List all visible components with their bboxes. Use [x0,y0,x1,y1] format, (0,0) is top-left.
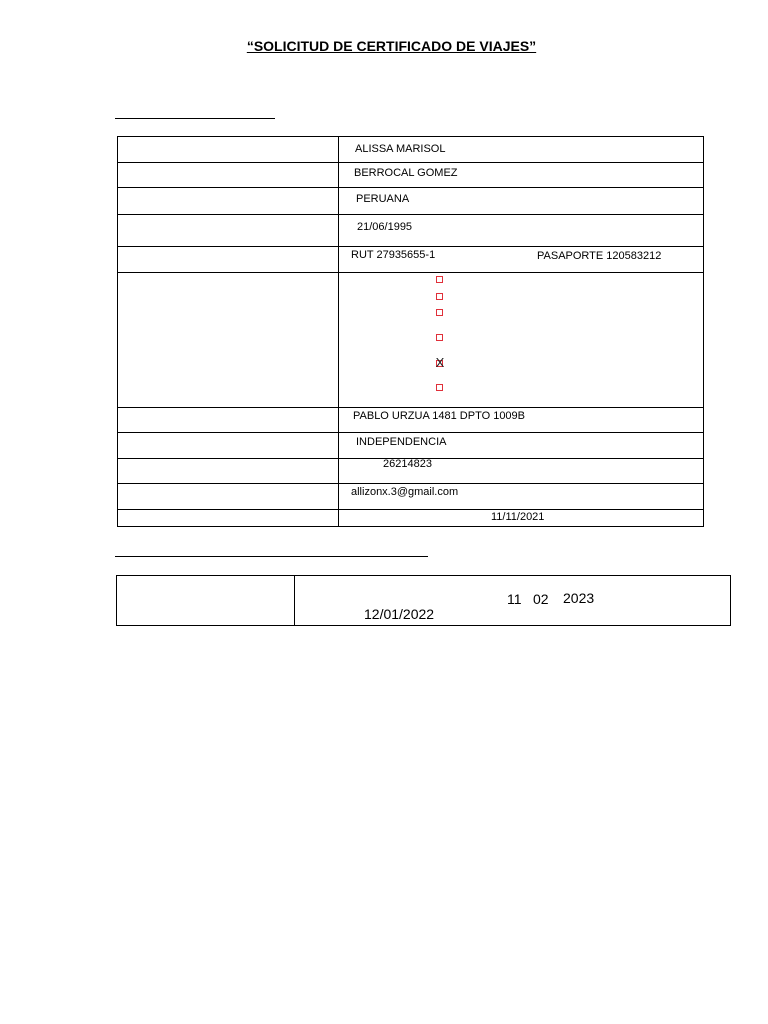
option-checkbox[interactable] [436,293,443,300]
table-border-left [117,136,118,526]
x-mark-icon: X [435,355,445,370]
table-row-line [116,575,731,576]
table-border-right [703,136,704,526]
section-rule [115,556,428,557]
table-row-line [117,162,704,163]
travel-year-value: 2023 [563,590,595,606]
travel-date-value: 12/01/2022 [364,606,435,622]
passport-value: PASAPORTE 120583212 [537,250,662,262]
date-value: 11/11/2021 [491,511,545,523]
table-row-line [117,526,704,527]
last-names-value: BERROCAL GOMEZ [354,167,458,179]
option-checkbox[interactable] [436,276,443,283]
table-row-line [117,432,704,433]
email-value: allizonx.3@gmail.com [351,486,459,498]
travel-month-value: 02 [533,591,549,607]
travel-day-value: 11 [507,591,522,607]
table-border-right [730,575,731,626]
first-names-value: ALISSA MARISOL [355,143,446,155]
nationality-value: PERUANA [356,193,410,205]
table-row-line [116,625,731,626]
option-checkbox[interactable] [436,309,443,316]
address-value: PABLO URZUA 1481 DPTO 1009B [353,410,526,422]
table-row-line [117,509,704,510]
option-checkbox[interactable] [436,334,443,341]
table-border-left [116,575,117,626]
section-rule [115,118,275,119]
table-row-line [117,214,704,215]
table-column-divider [338,136,339,526]
table-row-line [117,187,704,188]
table-row-line [117,407,704,408]
option-checkbox-checked[interactable] [434,357,446,369]
table-row-line [117,483,704,484]
table-row-line [117,272,704,273]
phone-value: 26214823 [383,458,432,470]
table-row-line [117,136,704,137]
table-column-divider [294,575,295,626]
option-checkbox[interactable] [436,384,443,391]
table-row-line [117,246,704,247]
document-title: “SOLICITUD DE CERTIFICADO DE VIAJES” [246,38,537,54]
birth-date-value: 21/06/1995 [357,221,413,233]
rut-value: RUT 27935655-1 [351,249,436,261]
commune-value: INDEPENDENCIA [356,436,447,448]
